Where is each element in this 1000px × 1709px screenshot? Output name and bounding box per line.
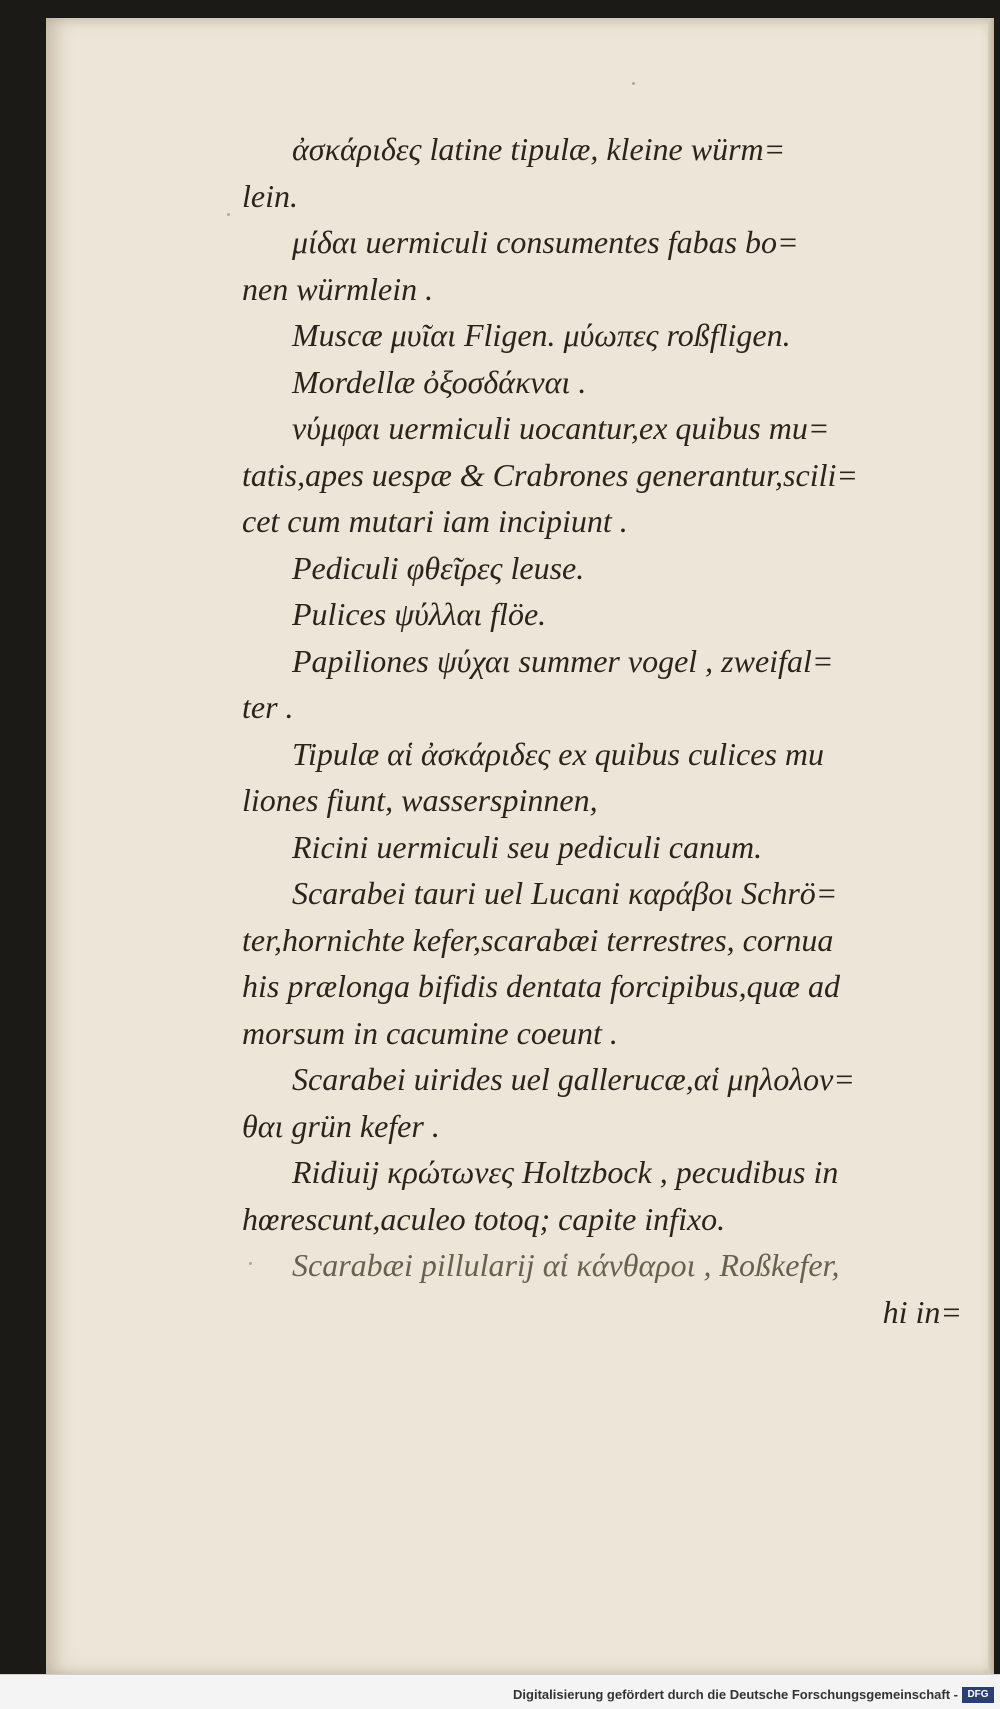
text-line: Ridiuij κρώτωνες Holtzbock , pecudibus in	[292, 1154, 839, 1190]
text-line: ter,hornichte kefer,scarabæi terrestres, cornua	[242, 921, 834, 958]
text-line: his prælonga bifidis dentata forcipibus,quæ ad	[242, 968, 840, 1004]
text-line: Muscæ μυῖαι Fligen. μύωπες roßfligen.	[292, 317, 791, 353]
text-line: Mordellæ ὀξοσδάκναι .	[292, 363, 587, 400]
text-line: Scarabei uirides uel gallerucæ,αἱ μηλολον=	[292, 1061, 855, 1097]
page-text	[242, 126, 962, 1335]
text-line: θαι grün kefer .	[242, 1107, 440, 1144]
text-line: morsum in cacumine coeunt .	[242, 1014, 618, 1051]
text-line: Tipulæ αἱ ἀσκάριδες ex quibus culices mu	[292, 735, 824, 772]
text-line: Pediculi φθεῖρες leuse.	[292, 549, 585, 586]
text-line: μίδαι uermiculi consumentes fabas bo=	[292, 224, 799, 260]
text-line: ter .	[242, 689, 294, 725]
digitization-footer	[0, 1674, 1000, 1709]
page-edge	[988, 18, 994, 1675]
text-line: Scarabei tauri uel Lucani καράβοι Schrö=	[292, 875, 838, 911]
text-line: cet cum mutari iam incipiunt .	[242, 503, 628, 539]
text-line: lein.	[242, 177, 298, 214]
text-line: nen würmlein .	[242, 270, 434, 307]
funding-credit: Digitalisierung gefördert durch die Deutsche Forschungsgemeinschaft -	[513, 1687, 958, 1702]
text-line: Scarabæi pillularij αἱ κάνθαροι , Roßkefer,	[292, 1247, 840, 1283]
text-line: tatis,apes uespæ & Crabrones generantur,scili=	[242, 456, 858, 493]
catchword: hi in=	[882, 1293, 962, 1330]
dfg-logo: DFG	[962, 1687, 994, 1703]
ink-speck	[632, 82, 635, 85]
book-page	[46, 18, 994, 1675]
ink-speck	[227, 213, 230, 216]
text-line: ἀσκάριδες latine tipulæ, kleine würm=	[292, 131, 786, 167]
text-line: Pulices ψύλλαι flöe.	[292, 596, 547, 632]
text-line: νύμφαι uermiculi uocantur,ex quibus mu=	[292, 410, 830, 446]
text-line: liones fiunt, wasserspinnen,	[242, 782, 598, 818]
text-line: Papiliones ψύχαι summer vogel , zweifal=	[292, 642, 834, 679]
text-line: Ricini uermiculi seu pediculi canum.	[292, 828, 763, 865]
text-line: hœrescunt,aculeo totoq; capite infixo.	[242, 1200, 726, 1237]
